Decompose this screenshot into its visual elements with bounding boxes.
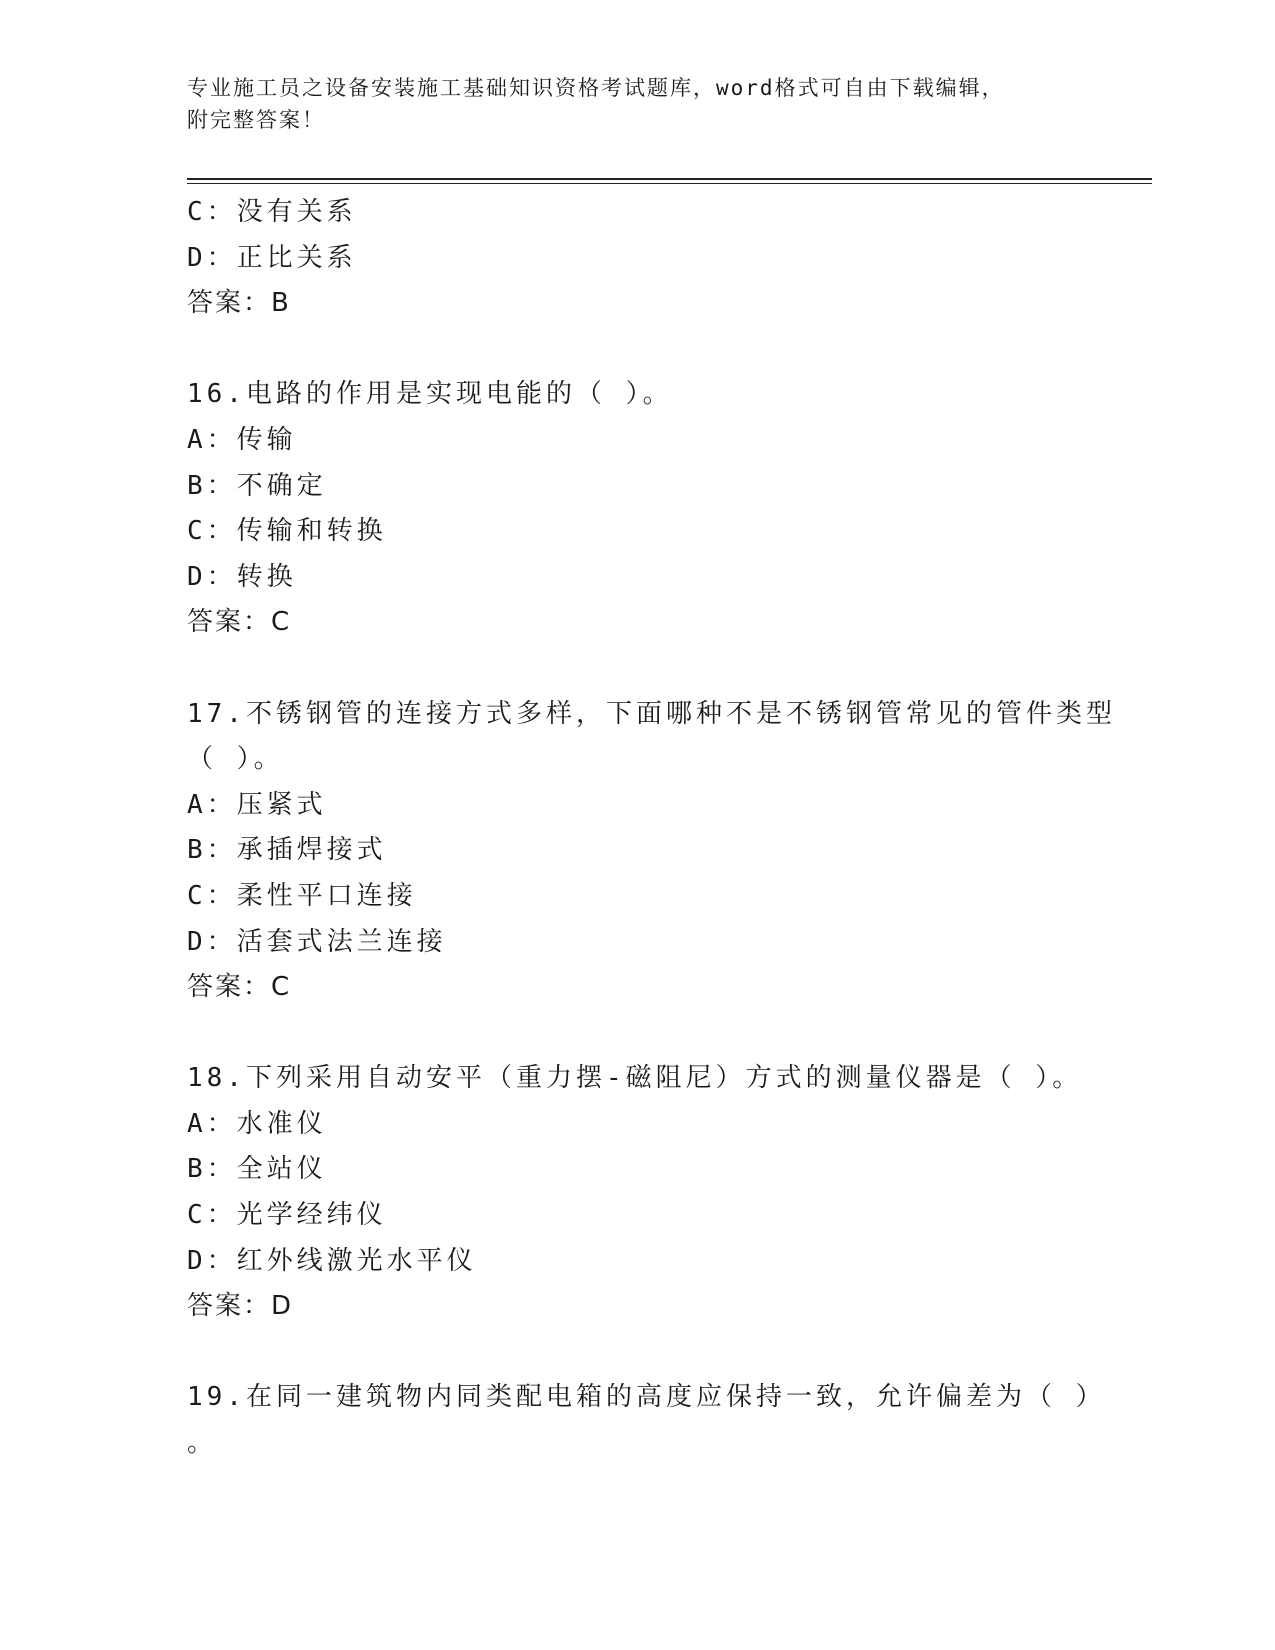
spacer: [187, 1011, 1107, 1057]
option-c: C：没有关系: [187, 197, 357, 227]
option-b: B：全站仪: [187, 1154, 327, 1185]
option-d: D：红外线激光水平仪: [187, 1245, 477, 1276]
option-d: D：正比关系: [187, 242, 357, 273]
answer-line: 答案：D: [187, 1291, 294, 1322]
answer-line: 答案：C: [187, 972, 292, 1003]
option-c: C：光学经纬仪: [187, 1200, 387, 1231]
question-list: [187, 190, 1116, 1467]
option-b: B：不确定: [187, 470, 327, 501]
option-c: C：传输和转换: [187, 516, 387, 547]
question-17: [187, 692, 1116, 1011]
option-a: A：传输: [187, 424, 297, 455]
header-divider-thin: [187, 183, 1152, 184]
header-title-line-1: 专业施工员之设备安装施工基础知识资格考试题库，word格式可自由下载编辑，: [187, 76, 1005, 100]
answer-line: 答案：C: [187, 607, 292, 638]
question-16: [187, 372, 1107, 646]
spacer: [187, 1330, 1107, 1376]
option-a: A：水准仪: [187, 1108, 327, 1139]
document-header: [187, 72, 1087, 136]
option-c: C：柔性平口连接: [187, 880, 417, 911]
question-stem-continued: （ ）。: [187, 744, 284, 775]
question-19: [187, 1375, 1107, 1466]
option-a: A：压紧式: [187, 789, 327, 820]
option-b: B：承插焊接式: [187, 835, 387, 866]
header-divider-thick: [187, 178, 1152, 180]
option-d: D：转换: [187, 561, 297, 592]
question-18: [187, 1056, 1107, 1330]
answer-line: 答案：B: [187, 288, 291, 319]
spacer: [187, 327, 1107, 373]
question-stem-continued: 。: [187, 1428, 218, 1459]
question-stem: 18.下列采用自动安平（重力摆-磁阻尼）方式的测量仪器是（ ）。: [187, 1063, 1083, 1094]
header-title-line-2: 附完整答案！: [187, 108, 325, 132]
question-stem: 19.在同一建筑物内同类配电箱的高度应保持一致，允许偏差为（ ）: [187, 1382, 1106, 1413]
spacer: [187, 646, 1107, 692]
question-stem: 16.电路的作用是实现电能的（ ）。: [187, 379, 673, 410]
option-d: D：活套式法兰连接: [187, 926, 447, 957]
question-stem: 17.不锈钢管的连接方式多样，下面哪种不是不锈钢管常见的管件类型: [187, 698, 1116, 729]
question-15-tail: [187, 190, 1107, 327]
